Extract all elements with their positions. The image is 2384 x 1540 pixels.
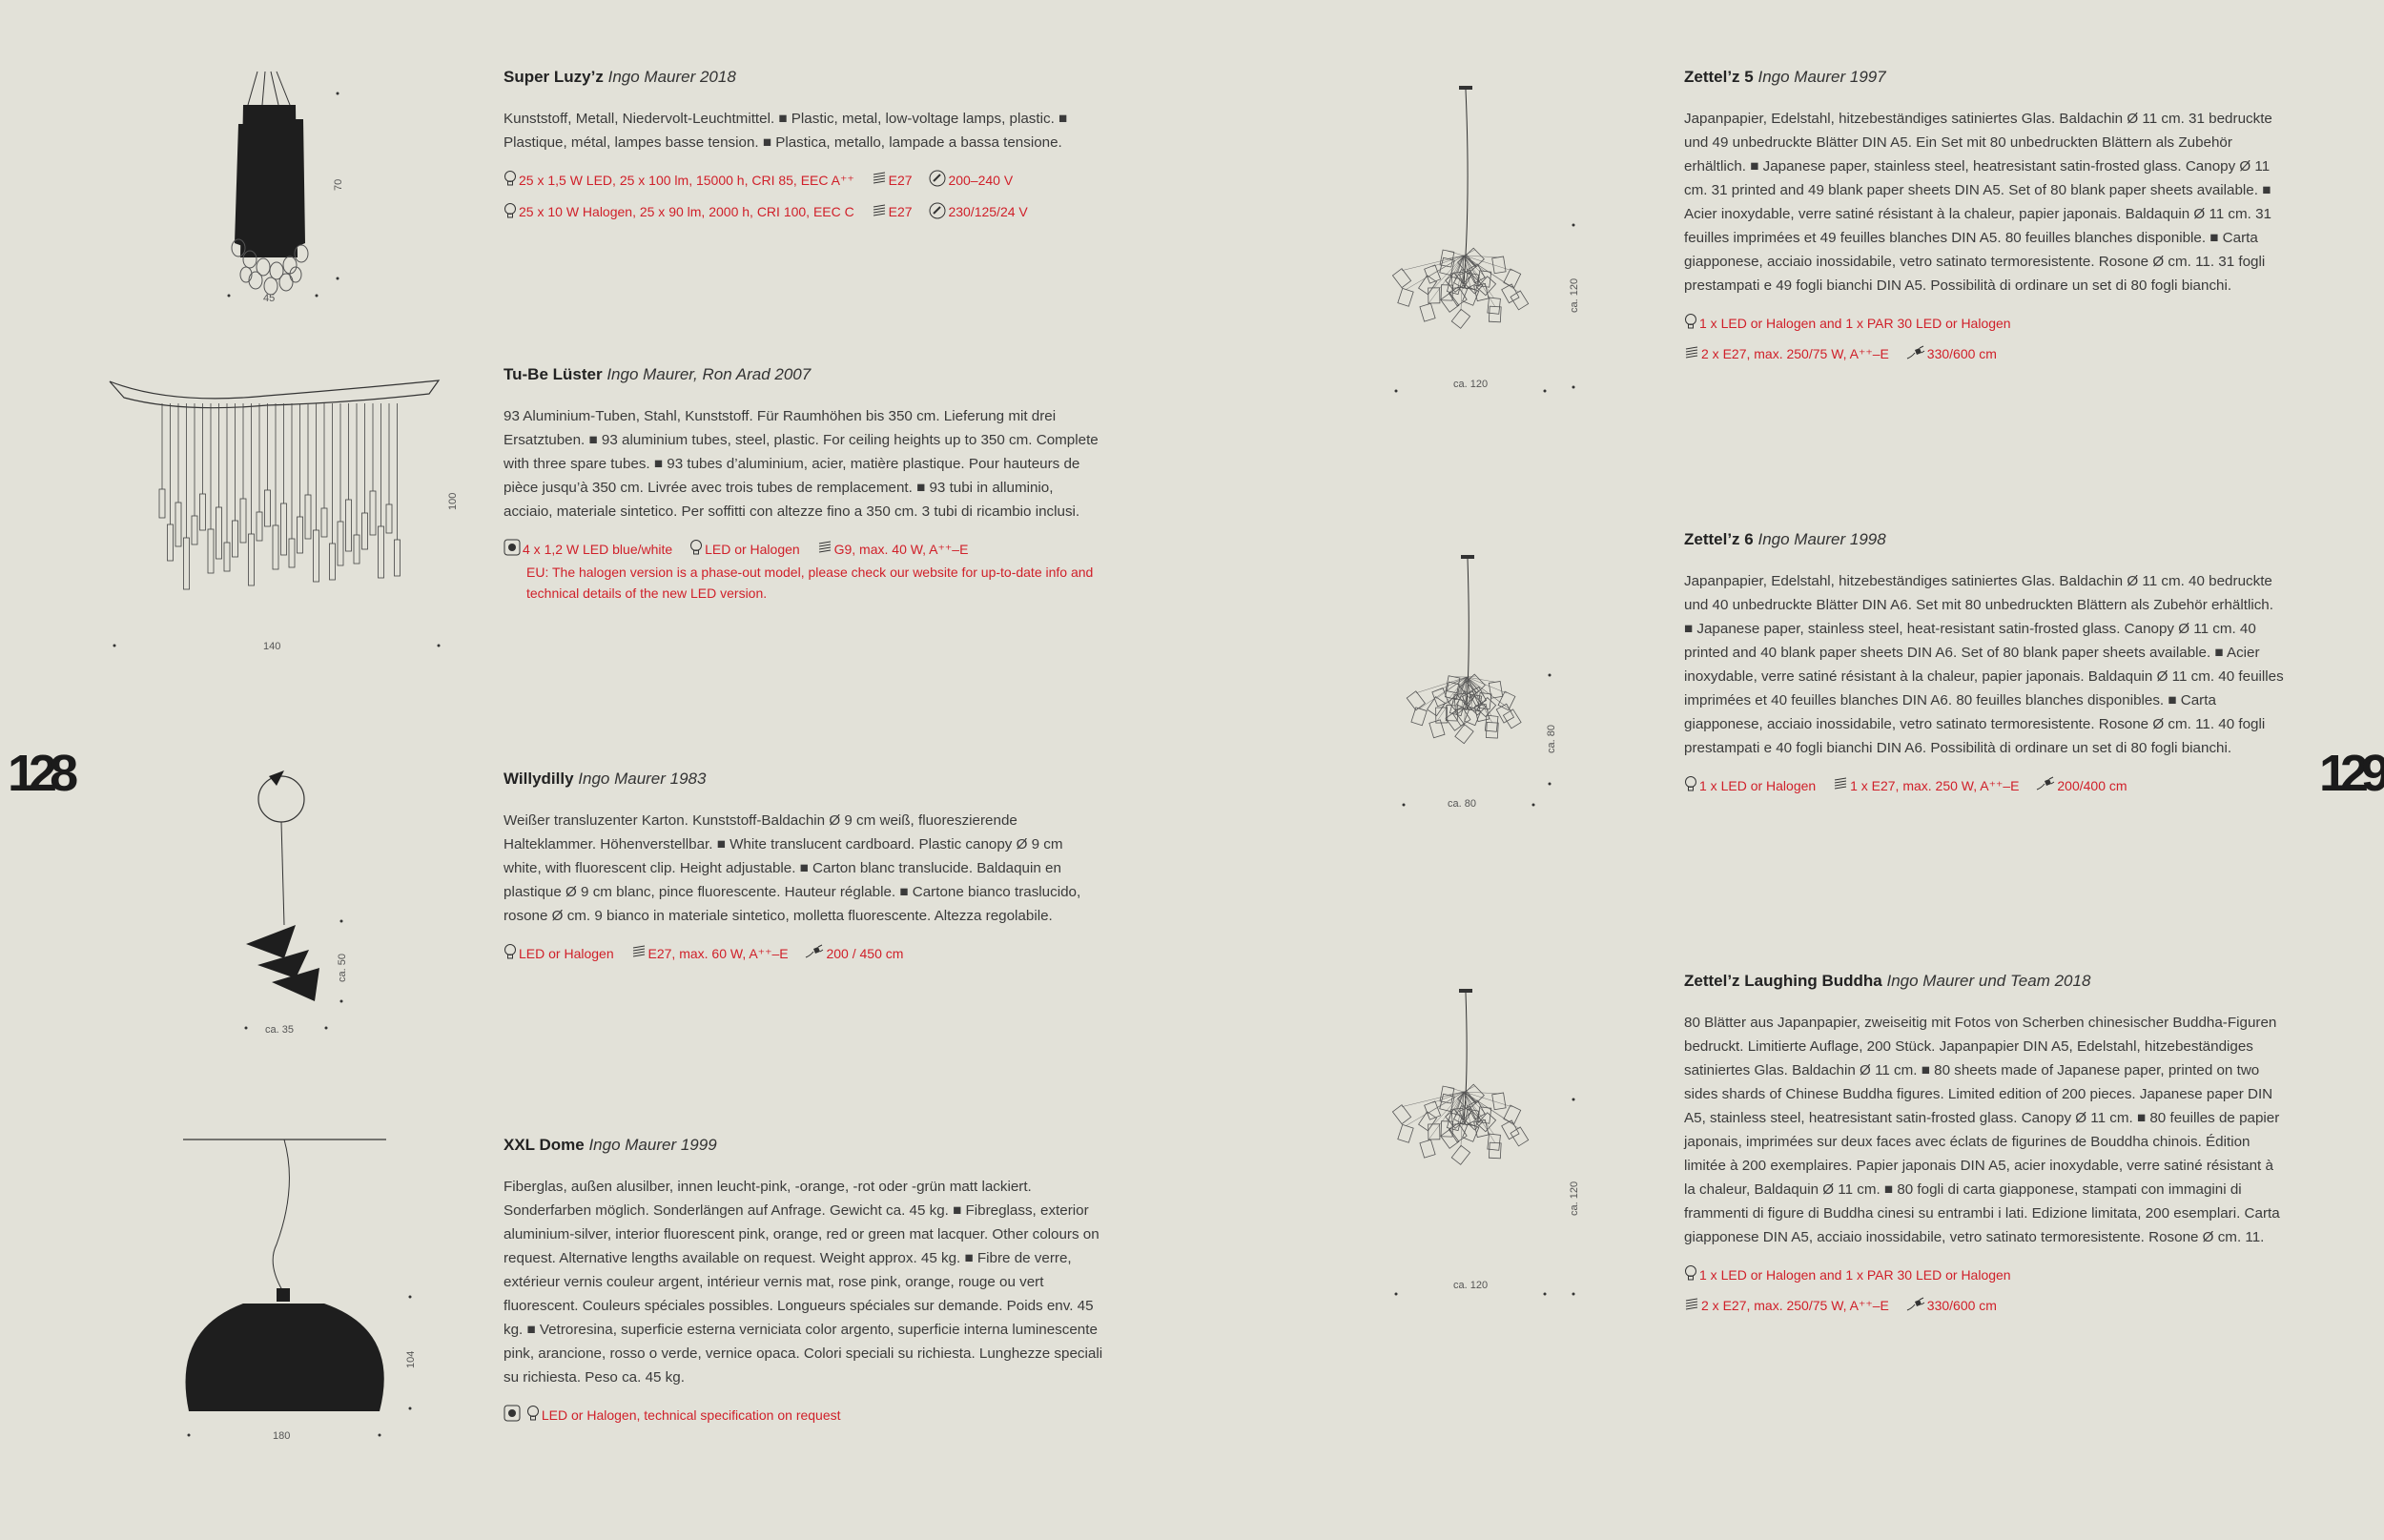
zettelz-6-drawing: [1383, 553, 1583, 811]
willydilly-width: ca. 35: [265, 1024, 294, 1036]
spec-line: [504, 1405, 1104, 1427]
spec-lamp: LED or Halogen, technical specification on request: [541, 1407, 841, 1423]
product-description: Japanpapier, Edelstahl, hitzebeständiges satiniertes Glas. Baldachin Ø 11 cm. 31 bedruckte und 49 unbedruckte Blätter DIN A5. Ein Set mit 80 unbedruckten Blättern als Zubehör erhältlich. ■ Japanese paper, stainless steel, heatresistant satin-frosted glass. Canopy Ø 11 cm. 31 printed and 49 blank paper sheets DIN A5. Set of 80 blank paper sheets available. ■ Acier inoxydable, verre satiné résistant à la chaleur, papier japonais. Baldaquin Ø 11 cm. 31 feuilles imprimées et 49 feuilles blanches DIN A5. 80 feuilles blanches disponible. ■ Carta giapponese, acciaio inossidabile, vetro satinato termoresistente. Rosone Ø cm. 11. 31 fogli prestampati e 49 fogli bianchi DIN A5. Possibilità di ordinare un set di 80 fogli bianchi.: [1684, 111, 2272, 294]
spec-lamp: 1 x LED or Halogen and 1 x PAR 30 LED or Halogen: [1699, 316, 2011, 331]
product-name: Willydilly: [504, 770, 574, 788]
xxl-dome-drawing: [172, 1130, 439, 1445]
designer: Ingo Maurer 2018: [607, 68, 736, 86]
entry-title: [504, 1135, 1104, 1156]
super-luzyz-drawing: [191, 67, 362, 315]
tube-luster-drawing: [95, 367, 477, 663]
spec-socket: E27: [888, 173, 913, 188]
zettelz-6-width: ca. 80: [1448, 798, 1476, 810]
bulb-icon: [1684, 775, 1697, 798]
zettelz-5-width: ca. 120: [1453, 379, 1489, 390]
entry-title: [1684, 67, 2285, 88]
spec-line: [1684, 1295, 2285, 1317]
entry-title: [504, 67, 1104, 88]
socket-icon: [872, 203, 887, 224]
entry-xxl-dome: [504, 1135, 1104, 1427]
zettelz-5-drawing: [1373, 84, 1593, 399]
spec-line: [1684, 343, 2285, 365]
spec-cable-length: 200/400 cm: [2057, 778, 2127, 793]
entry-zettelz-5: [1684, 67, 2285, 366]
designer: Ingo Maurer und Team 2018: [1886, 972, 2091, 990]
spec-lamp: 1 x LED or Halogen and 1 x PAR 30 LED or Halogen: [1699, 1267, 2011, 1283]
product-description: Japanpapier, Edelstahl, hitzebeständiges satiniertes Glas. Baldachin Ø 11 cm. 40 bedruckte und 40 unbedruckte Blätter DIN A6. Set mit 80 unbedruckten Blättern als Zubehör erhältlich. ■ Japanese paper, stainless steel, heat-resistant satin-frosted glass. Canopy Ø 11 cm. 40 printed and 40 blank paper sheets DIN A6. Set of 80 blank paper sheets available. ■ Acier inoxydable, verre satiné résistant à la chaleur, papier japonais. Baldaquin Ø 11 cm. 40 feuilles imprimées et 40 feuilles blanches DIN A6. 80 feuilles blanches disponibles. ■ Carta giapponese, acciaio inossidabile, vetro satinato termoresistente. Rosone Ø cm. 11. 40 fogli prestampati e 40 fogli bianchi DIN A6. Possibilità di ordinare un set di 80 fogli bianchi.: [1684, 573, 2284, 756]
spec-cable-length: 200 / 450 cm: [826, 946, 904, 961]
product-name: Zettel’z 5: [1684, 68, 1754, 86]
spec-socket: 2 x E27, max. 250/75 W, A⁺⁺–E: [1701, 1298, 1889, 1314]
product-description: Kunststoff, Metall, Niedervolt-Leuchtmittel. ■ Plastic, metal, low-voltage lamps, plastic. ■ Plastique, métal, lampes basse tension. ■ Plastica, metallo, lampade a bassa tensione.: [504, 111, 1068, 151]
spec-line: [1684, 313, 2285, 336]
entry-willydilly: [504, 769, 1104, 966]
designer: Ingo Maurer 1997: [1757, 68, 1886, 86]
product-description: 80 Blätter aus Japanpapier, zweiseitig mit Fotos von Scherben chinesischer Buddha-Figuren bedruckt. Limitierte Auflage, 200 Stück. Japanpapier DIN A5, Edelstahl, hitzebeständiges satiniertes Glas. Baldachin Ø 11 cm. ■ 80 sheets made of Japanese paper, printed on two sides shards of Chinese Buddha figures. Limited edition of 200 pieces. Japanese paper DIN A5, stainless steel, heatresistant satin-frosted glass. Canopy Ø 11 cm. ■ 80 feuilles de papier japonais, imprimées sur deux faces avec éclats de figurines de Bouddha chinois. Édition limitée à 200 exemplaires. Papier japonais DIN A5, acier inoxydable, verre satiné résistant à la chaleur, Baldaquin Ø 11 cm. ■ 80 fogli di carta giapponese, stampati con immagini di frammenti di figure di Buddha cinesi su entrambi i lati. Edizione limitata, 200 esemplari. Carta giapponese DIN A5, acciaio inossidabile, vetro satinato termoresistente. Rosone Ø cm. 11.: [1684, 1015, 2280, 1245]
socket-icon: [1833, 776, 1848, 797]
designer: Ingo Maurer, Ron Arad 2007: [606, 365, 812, 383]
spec-line: [1684, 1264, 2285, 1287]
product-description: Fiberglas, außen alusilber, innen leucht-pink, -orange, -rot oder -grün matt lackiert. Sonderfarben möglich. Sonderlängen auf Anfrage. Gewicht ca. 45 kg. ■ Fibreglass, exterior aluminium-silver, interior fluorescent pink, orange, red or green mat lacquer. Other colours on request. Alternative lengths available on request. Weight approx. 45 kg. ■ Fibre de verre, extérieur vernis couleur argent, intérieur vernis mat, rose pink, orange, rouge ou vert fluorescent. Couleurs spéciales possibles. Longueurs spéciales sur demande. Poids env. 45 kg. ■ Vetroresina, superficie esterna verniciata color argento, superficie interna luminescente pink, arancione, rosso o verde, vernice opaca. Colori speciali su richiesta. Lunghezze speciali su richiesta. Peso ca. 45 kg.: [504, 1179, 1103, 1386]
voltage-icon: [929, 170, 946, 193]
spec-voltage: 230/125/24 V: [948, 204, 1028, 220]
entry-zettelz-6: [1684, 529, 2285, 798]
spec-lamp: 25 x 1,5 W LED, 25 x 100 lm, 15000 h, CRI 85, EEC A⁺⁺: [519, 173, 854, 188]
spec-socket: 2 x E27, max. 250/75 W, A⁺⁺–E: [1701, 346, 1889, 362]
product-name: Super Luzy’z: [504, 68, 604, 86]
designer: Ingo Maurer 1983: [578, 770, 707, 788]
bulb-icon: [526, 1405, 540, 1427]
entry-title: [1684, 529, 2285, 550]
product-name: Zettel’z Laughing Buddha: [1684, 972, 1882, 990]
spec-socket: 1 x E27, max. 250 W, A⁺⁺–E: [1850, 778, 2020, 793]
spec-socket: E27: [888, 204, 913, 220]
spec-line: [1684, 775, 2285, 798]
zettelz-laughing-buddha-width: ca. 120: [1453, 1280, 1489, 1291]
cable-icon: [805, 944, 824, 965]
phase-out-note: EU: The halogen version is a phase-out model, please check our website for up-to-date info and technical details of the new LED version.: [526, 565, 1094, 602]
bulb-icon: [1684, 1264, 1697, 1287]
spec-line: [504, 943, 1104, 966]
entry-super-luzyz: [504, 67, 1104, 225]
zettelz-laughing-buddha-height: ca. 120: [1569, 1181, 1580, 1216]
entry-tube-luster: [504, 364, 1104, 604]
tube-luster-height: 100: [447, 492, 459, 510]
cable-icon: [1906, 1297, 1925, 1318]
bulb-icon: [689, 539, 703, 562]
voltage-icon: [929, 202, 946, 225]
zettelz-laughing-buddha-drawing: [1373, 987, 1593, 1302]
spec-socket: E27, max. 60 W, A⁺⁺–E: [647, 946, 789, 961]
product-name: Zettel’z 6: [1684, 530, 1754, 548]
super-luzyz-width: 45: [263, 293, 276, 304]
entry-title: [504, 364, 1104, 385]
product-name: XXL Dome: [504, 1136, 585, 1154]
spec-led: 4 x 1,2 W LED blue/white: [523, 542, 673, 557]
page-number-left: 128: [8, 745, 72, 802]
tube-luster-width: 140: [263, 641, 281, 652]
willydilly-height: ca. 50: [337, 954, 348, 982]
socket-icon: [631, 944, 647, 965]
spec-line: [504, 170, 1104, 193]
entry-title: [1684, 971, 2285, 992]
spec-socket: G9, max. 40 W, A⁺⁺–E: [833, 542, 969, 557]
spec-cable-length: 330/600 cm: [1926, 1298, 1997, 1314]
cable-icon: [1906, 345, 1925, 366]
product-name: Tu-Be Lüster: [504, 365, 603, 383]
socket-icon: [872, 171, 887, 192]
product-description: Weißer transluzenter Karton. Kunststoff-Baldachin Ø 9 cm weiß, fluoreszierende Halteklammer. Höhenverstellbar. ■ White translucent cardboard. Plastic canopy Ø 9 cm white, with fluorescent clip. Height adjustable. ■ Carton blanc translucide. Baldaquin en plastique Ø 9 cm blanc, pince fluorescente. Hauteur réglable. ■ Cartone bianco traslucido, rosone Ø cm. 9 bianco in materiale sintetico, molletta fluorescente. Altezza regolabile.: [504, 812, 1081, 924]
socket-icon: [1684, 1297, 1699, 1318]
spec-lamp: LED or Halogen: [519, 946, 614, 961]
led-module-icon: [504, 539, 521, 562]
socket-icon: [817, 540, 832, 561]
page-number-right: 129: [2319, 745, 2383, 802]
bulb-icon: [1684, 313, 1697, 336]
spec-cable-length: 330/600 cm: [1926, 346, 1997, 362]
willydilly-drawing: [229, 763, 362, 1039]
designer: Ingo Maurer 1998: [1757, 530, 1886, 548]
spec-lamp: 1 x LED or Halogen: [1699, 778, 1817, 793]
super-luzyz-height: 70: [333, 178, 344, 191]
bulb-icon: [504, 170, 517, 193]
zettelz-5-height: ca. 120: [1569, 277, 1580, 313]
bulb-icon: [504, 202, 517, 225]
spec-line: [504, 201, 1104, 224]
cable-icon: [2036, 776, 2055, 797]
spec-voltage: 200–240 V: [948, 173, 1014, 188]
entry-title: [504, 769, 1104, 790]
xxl-dome-height: 104: [405, 1350, 417, 1368]
bulb-icon: [504, 943, 517, 966]
spec-lamp: LED or Halogen: [705, 542, 800, 557]
spec-line: [504, 539, 1104, 562]
spec-lamp: 25 x 10 W Halogen, 25 x 90 lm, 2000 h, CRI 100, EEC C: [519, 204, 854, 220]
product-description: 93 Aluminium-Tuben, Stahl, Kunststoff. Für Raumhöhen bis 350 cm. Lieferung mit drei Ersatztuben. ■ 93 aluminium tubes, steel, plastic. For ceiling heights up to 350 cm. Complete with three spare tubes. ■ 93 tubes d’aluminium, acier, matière plastique. Pour hauteurs de pièce jusqu’à 350 cm. Livrée avec trois tubes de remplacement. ■ 93 tubi in alluminio, acciaio, materiale sintetico. Per soffitti con altezze fino a 350 cm. 3 tubi di ricambio inclusi.: [504, 408, 1099, 520]
zettelz-6-height: ca. 80: [1546, 725, 1557, 753]
entry-zettelz-laughing-buddha: [1684, 971, 2285, 1318]
xxl-dome-width: 180: [273, 1430, 291, 1442]
socket-icon: [1684, 345, 1699, 366]
led-module-icon: [504, 1405, 521, 1427]
designer: Ingo Maurer 1999: [588, 1136, 717, 1154]
